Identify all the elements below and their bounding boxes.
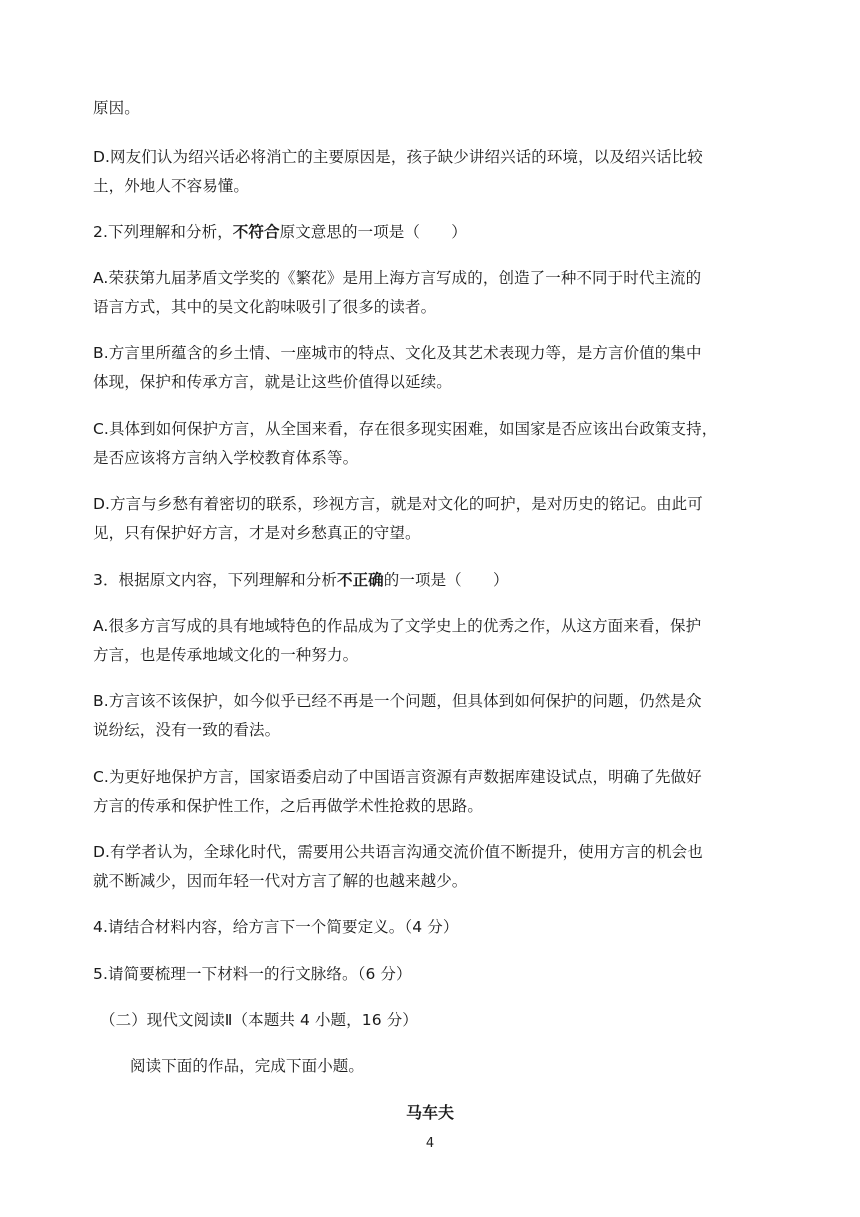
q2-option-a-line-1: A.荣获第九届茅盾文学奖的《繁花》是用上海方言写成的，创造了一种不同于时代主流的: [93, 269, 702, 287]
question-2-suffix: 原文意思的一项是（ ）: [279, 223, 467, 241]
option-d-line-1: D.网友们认为绍兴话必将消亡的主要原因是，孩子缺少讲绍兴话的环境，以及绍兴话比较: [93, 148, 703, 166]
article-title: 马车夫: [405, 1103, 454, 1122]
page-number: 4: [425, 1136, 435, 1151]
question-2-emphasis: 不符合: [232, 223, 280, 241]
section-heading: （二）现代文阅读Ⅱ（本题共 4 小题，16 分）: [100, 1011, 418, 1029]
q3-option-d-line-1: D.有学者认为，全球化时代，需要用公共语言沟通交流价值不断提升，使用方言的机会也: [93, 843, 703, 861]
text-line: 原因。: [93, 99, 140, 117]
question-3-prefix: 3．根据原文内容，下列理解和分析: [93, 571, 337, 589]
q3-option-b-line-1: B.方言该不该保护，如今似乎已经不再是一个问题，但具体到如何保护的问题，仍然是众: [93, 692, 702, 710]
reading-instruction: 阅读下面的作品，完成下面小题。: [130, 1057, 365, 1075]
option-d-line-2: 土，外地人不容易懂。: [93, 177, 250, 195]
question-4: 4.请结合材料内容，给方言下一个简要定义。（4 分）: [93, 918, 459, 936]
q3-option-c-line-2: 方言的传承和保护性工作，之后再做学术性抢救的思路。: [93, 797, 484, 815]
q3-option-c-line-1: C.为更好地保护方言，国家语委启动了中国语言资源有声数据库建设试点，明确了先做好: [93, 768, 702, 786]
question-3-emphasis: 不正确: [336, 571, 384, 589]
q3-option-a-line-2: 方言，也是传承地域文化的一种努力。: [93, 646, 359, 664]
question-3: [93, 570, 509, 590]
q2-option-c-line-2: 是否应该将方言纳入学校教育体系等。: [93, 449, 359, 467]
question-2: [93, 222, 467, 242]
q2-option-d-line-2: 见，只有保护好方言，才是对乡愁真正的守望。: [93, 524, 421, 542]
q3-option-a-line-1: A.很多方言写成的具有地域特色的作品成为了文学史上的优秀之作，从这方面来看，保护: [93, 617, 702, 635]
question-5: 5.请简要梳理一下材料一的行文脉络。（6 分）: [93, 965, 412, 983]
q3-option-b-line-2: 说纷纭，没有一致的看法。: [93, 721, 281, 739]
question-2-prefix: 2.下列理解和分析，: [93, 223, 233, 241]
q2-option-c-line-1: C.具体到如何保护方言，从全国来看，存在很多现实困难，如国家是否应该出台政策支持，: [93, 420, 718, 438]
question-3-suffix: 的一项是（ ）: [383, 571, 509, 589]
q2-option-d-line-1: D.方言与乡愁有着密切的联系，珍视方言，就是对文化的呵护，是对历史的铭记。由此可: [93, 495, 703, 513]
q2-option-a-line-2: 语言方式，其中的吴文化韵味吸引了很多的读者。: [93, 298, 437, 316]
q2-option-b-line-1: B.方言里所蕴含的乡土情、一座城市的特点、文化及其艺术表现力等，是方言价值的集中: [93, 344, 702, 362]
q2-option-b-line-2: 体现，保护和传承方言，就是让这些价值得以延续。: [93, 373, 452, 391]
q3-option-d-line-2: 就不断减少，因而年轻一代对方言了解的也越来越少。: [93, 872, 468, 890]
